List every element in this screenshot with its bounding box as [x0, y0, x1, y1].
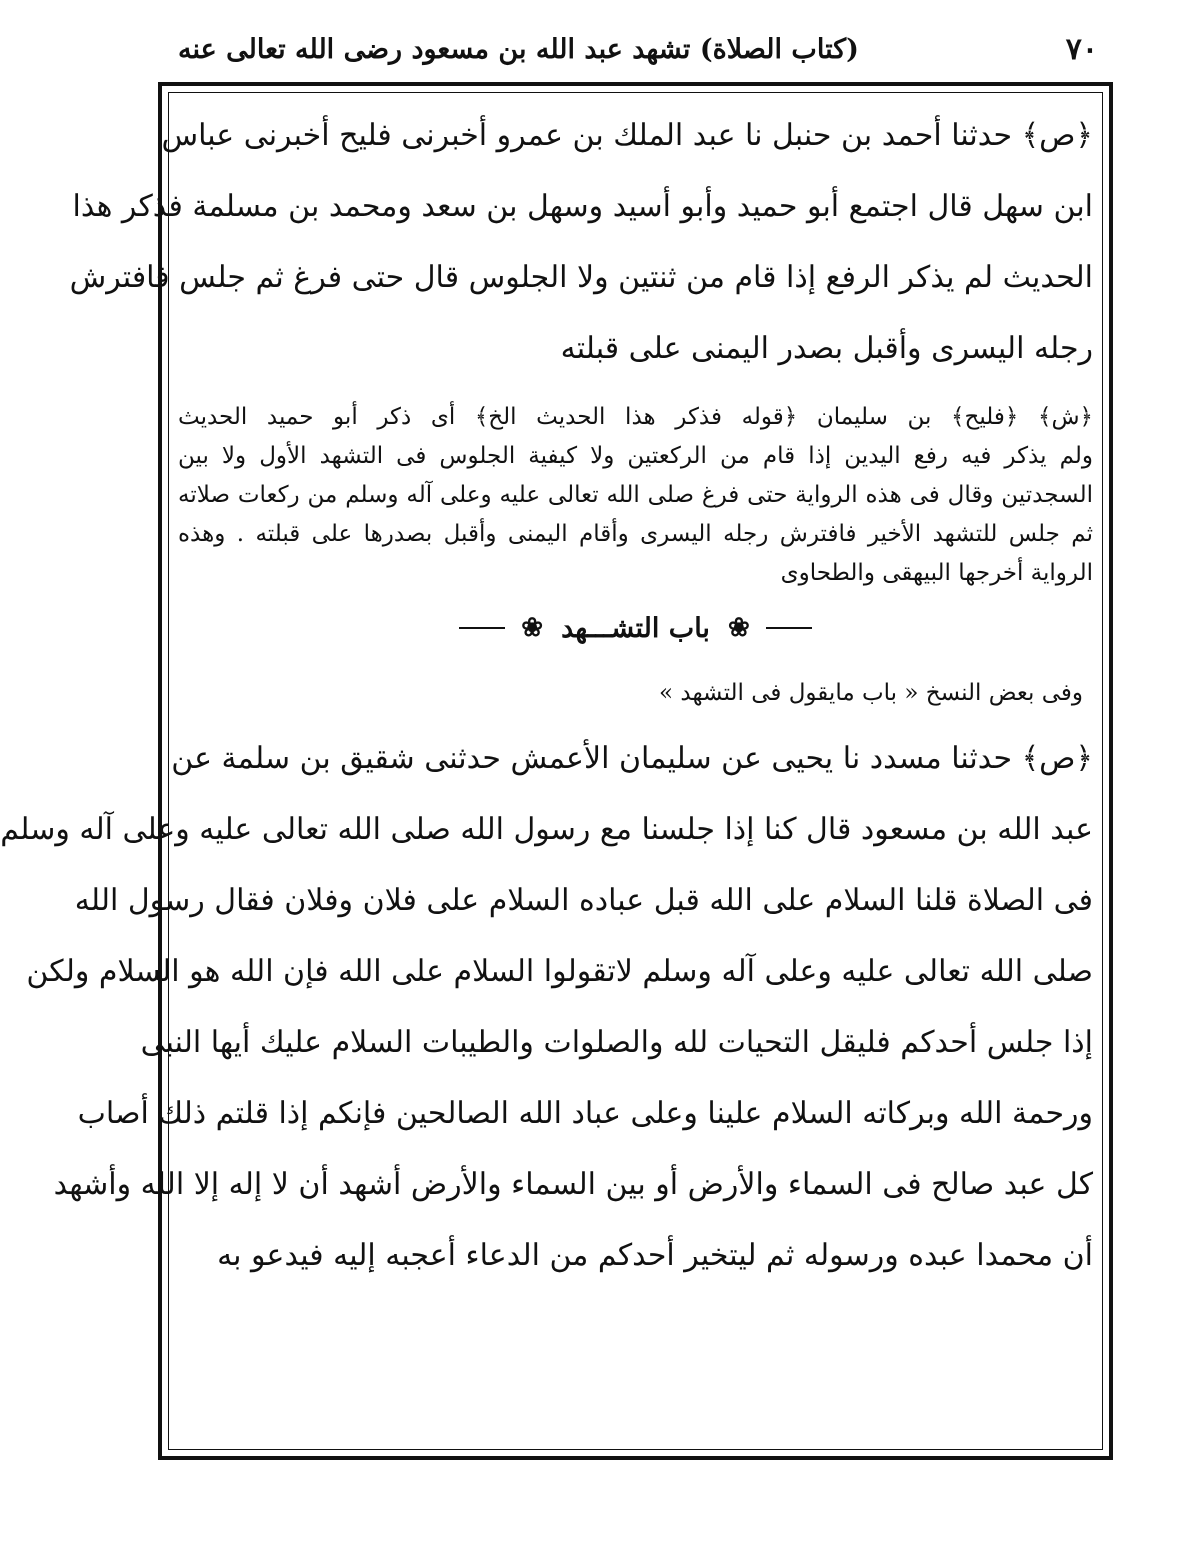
commentary-1-line: ﴿ش﴾ ﴿فليح﴾ بن سليمان ﴿قوله فذكر هذا الحديث الخ﴾ أى ذكر أبو حميد الحديث: [178, 404, 1093, 430]
flower-ornament-icon: ❀: [521, 613, 544, 643]
commentary-1-line: السجدتين وقال فى هذه الرواية حتى فرغ صلى الله تعالى عليه وعلى آله وسلم من ركعات صلاته: [178, 482, 1093, 508]
commentary-1-line: ولم يذكر فيه رفع اليدين إذا قام من الركعتين ولا كيفية الجلوس فى التشهد الأول ولا بين: [178, 443, 1093, 469]
chapter-title: باب التشـــهد: [561, 612, 710, 644]
hadith-2-line: فى الصلاة قلنا السلام على الله قبل عباده السلام على فلان وفلان فقال رسول الله: [74, 883, 1093, 918]
chapter-heading: [178, 593, 1093, 663]
hadith-2: [0, 723, 1093, 1291]
hadith-1-line: ابن سهل قال اجتمع أبو حميد وأبو أسيد وسهل بن سعد ومحمد بن مسلمة فذكر هذا: [72, 189, 1093, 224]
hadith-2-line: إذا جلس أحدكم فليقل التحيات لله والصلوات والطيبات السلام عليك أيها النبى: [140, 1025, 1093, 1060]
flower-ornament-icon: ❀: [727, 613, 750, 643]
hadith-2-line: ورحمة الله وبركاته السلام علينا وعلى عباد الله الصالحين فإنكم إذا قلتم ذلك أصاب: [77, 1096, 1093, 1131]
heading-rule: [459, 627, 505, 629]
hadith-1-line: الحديث لم يذكر الرفع إذا قام من ثنتين ولا الجلوس قال حتى فرغ ثم جلس فافترش: [69, 260, 1093, 295]
heading-rule: [766, 627, 812, 629]
commentary-1-line: ثم جلس للتشهد الأخير فافترش رجله اليسرى وأقام اليمنى وأقبل بصدرها على قبلته . وهذه: [178, 521, 1093, 547]
hadith-2-line: كل عبد صالح فى السماء والأرض أو بين السماء والأرض أشهد أن لا إله إلا الله وأشهد: [53, 1167, 1093, 1202]
manuscript-note: وفى بعض النسخ « باب مايقول فى التشهد »: [659, 680, 1083, 706]
running-title: (كتاب الصلاة) تشهد عبد الله بن مسعود رضى الله تعالى عنه: [178, 34, 859, 65]
hadith-2-line: صلى الله تعالى عليه وعلى آله وسلم لاتقولوا السلام على الله فإن الله هو السلام ولكن: [26, 954, 1093, 989]
hadith-1-line: رجله اليسرى وأقبل بصدر اليمنى على قبلته: [560, 331, 1093, 366]
page-frame: [0, 82, 1113, 1460]
page-header: [178, 32, 1098, 72]
page-body: [0, 100, 1093, 1446]
commentary-1-line: الرواية أخرجها البيهقى والطحاوى: [780, 560, 1093, 586]
hadith-2-line: أن محمدا عبده ورسوله ثم ليتخير أحدكم من الدعاء أعجبه إليه فيدعو به: [217, 1238, 1093, 1273]
page-number: ٧٠: [1065, 32, 1098, 67]
commentary-1: [178, 398, 1093, 593]
hadith-2-line: عبد الله بن مسعود قال كنا إذا جلسنا مع رسول الله صلى الله تعالى عليه وعلى آله وسلم: [0, 812, 1093, 847]
hadith-2-line: ﴿ص﴾ حدثنا مسدد نا يحيى عن سليمان الأعمش حدثنى شقيق بن سلمة عن: [171, 741, 1093, 776]
hadith-1-line: ﴿ص﴾ حدثنا أحمد بن حنبل نا عبد الملك بن عمرو أخبرنى فليح أخبرنى عباس: [161, 118, 1093, 153]
hadith-1: [69, 100, 1093, 384]
